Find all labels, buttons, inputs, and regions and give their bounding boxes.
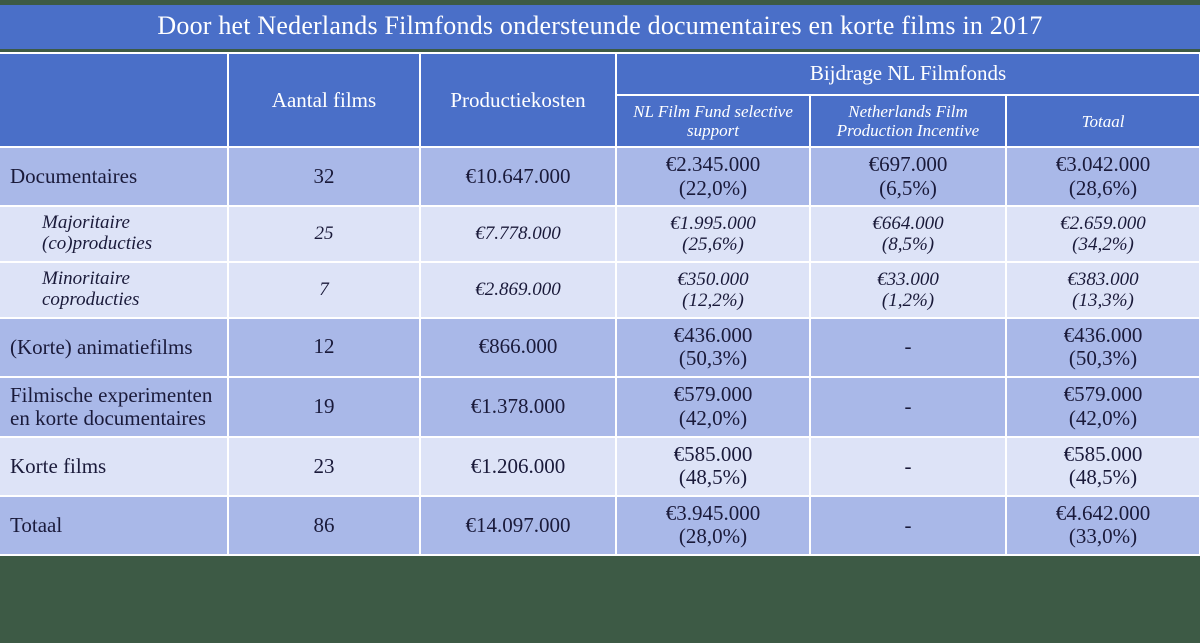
row-selective-2-percent: (12,2%) [682, 289, 744, 311]
page-title: Door het Nederlands Filmfonds ondersteunde documentaires en korte films in 2017 [0, 5, 1200, 49]
row-aantal-3 [228, 318, 420, 377]
row-totaal-1 [1006, 206, 1200, 262]
row-selective-5 [616, 437, 810, 496]
row-incentive-6-value: - [904, 512, 912, 537]
row-aantal-6 [228, 496, 420, 555]
row-selective-3-value: €436.000 [673, 322, 753, 347]
row-kosten-4-value: €1.378.000 [470, 394, 566, 419]
row-label-6-value: Totaal [10, 512, 63, 537]
row-label-6 [0, 496, 228, 555]
row-label-0 [0, 147, 228, 206]
row-selective-3 [616, 318, 810, 377]
table-row [0, 262, 1200, 318]
row-totaal-5-percent: (48,5%) [1068, 465, 1138, 490]
row-aantal-1-value: 25 [314, 223, 334, 245]
header-row-top [0, 53, 1200, 95]
row-totaal-1-percent: (34,2%) [1072, 233, 1134, 255]
row-label-5 [0, 437, 228, 496]
row-incentive-5-value: - [904, 453, 912, 478]
row-incentive-1-percent: (8,5%) [881, 233, 935, 255]
row-incentive-3 [810, 318, 1006, 377]
row-aantal-1 [228, 206, 420, 262]
table-row [0, 206, 1200, 262]
table-row [0, 496, 1200, 555]
row-aantal-2-value: 7 [319, 279, 329, 301]
header-productiekosten: Productiekosten [420, 53, 616, 147]
row-kosten-5 [420, 437, 616, 496]
row-kosten-0-value: €10.647.000 [465, 163, 571, 188]
header-aantal-films: Aantal films [228, 53, 420, 147]
row-totaal-5-value: €585.000 [1063, 441, 1143, 466]
table-body [0, 147, 1200, 555]
row-selective-1-percent: (25,6%) [682, 233, 744, 255]
row-incentive-1 [810, 206, 1006, 262]
row-totaal-3-value: €436.000 [1063, 322, 1143, 347]
row-selective-0-percent: (22,0%) [678, 175, 748, 200]
header-corner [0, 53, 228, 147]
row-label-2 [0, 262, 228, 318]
row-incentive-4 [810, 377, 1006, 437]
row-totaal-2-value: €383.000 [1067, 268, 1139, 290]
row-kosten-4 [420, 377, 616, 437]
row-selective-2-value: €350.000 [677, 268, 749, 290]
row-label-4-value: Filmische experimenten en korte documentaires [10, 382, 213, 430]
row-totaal-3-percent: (50,3%) [1068, 346, 1138, 371]
row-totaal-4-value: €579.000 [1063, 382, 1143, 407]
row-aantal-4-value: 19 [313, 394, 335, 419]
row-totaal-0-value: €3.042.000 [1055, 152, 1151, 177]
row-totaal-2-percent: (13,3%) [1072, 289, 1134, 311]
row-kosten-3 [420, 318, 616, 377]
row-selective-0 [616, 147, 810, 206]
row-selective-6-value: €3.945.000 [665, 500, 761, 525]
row-kosten-5-value: €1.206.000 [470, 453, 566, 478]
table-header [0, 53, 1200, 147]
row-incentive-1-value: €664.000 [872, 212, 944, 234]
row-kosten-1 [420, 206, 616, 262]
row-incentive-2 [810, 262, 1006, 318]
row-aantal-3-value: 12 [313, 334, 335, 359]
film-fund-table [0, 52, 1200, 556]
row-totaal-4 [1006, 377, 1200, 437]
row-selective-6 [616, 496, 810, 555]
row-totaal-5 [1006, 437, 1200, 496]
row-label-3-value: (Korte) animatiefilms [10, 334, 193, 359]
header-totaal: Totaal [1006, 95, 1200, 147]
row-aantal-5 [228, 437, 420, 496]
row-totaal-3 [1006, 318, 1200, 377]
row-selective-4-percent: (42,0%) [678, 405, 748, 430]
table-row [0, 147, 1200, 206]
row-selective-6-percent: (28,0%) [678, 524, 748, 549]
row-incentive-0 [810, 147, 1006, 206]
row-totaal-6-percent: (33,0%) [1068, 524, 1138, 549]
row-selective-5-value: €585.000 [673, 441, 753, 466]
row-incentive-0-value: €697.000 [868, 152, 948, 177]
row-label-2-value: Minoritaire coproducties [42, 267, 140, 310]
row-aantal-6-value: 86 [313, 512, 335, 537]
row-totaal-0 [1006, 147, 1200, 206]
row-totaal-6 [1006, 496, 1200, 555]
row-aantal-0-value: 32 [313, 163, 335, 188]
row-incentive-0-percent: (6,5%) [879, 175, 937, 200]
row-aantal-0 [228, 147, 420, 206]
row-totaal-4-percent: (42,0%) [1068, 405, 1138, 430]
row-totaal-0-percent: (28,6%) [1068, 175, 1138, 200]
row-selective-1 [616, 206, 810, 262]
row-aantal-5-value: 23 [313, 453, 335, 478]
row-kosten-6-value: €14.097.000 [465, 512, 571, 537]
row-incentive-6 [810, 496, 1006, 555]
row-kosten-0 [420, 147, 616, 206]
table-row [0, 377, 1200, 437]
row-incentive-2-value: €33.000 [877, 268, 939, 290]
row-selective-3-percent: (50,3%) [678, 346, 748, 371]
row-selective-5-percent: (48,5%) [678, 465, 748, 490]
header-selective-support: NL Film Fund selective support [616, 95, 810, 147]
row-kosten-6 [420, 496, 616, 555]
row-selective-4 [616, 377, 810, 437]
row-incentive-2-percent: (1,2%) [881, 289, 935, 311]
row-selective-1-value: €1.995.000 [670, 212, 756, 234]
row-kosten-2 [420, 262, 616, 318]
row-aantal-4 [228, 377, 420, 437]
row-label-5-value: Korte films [10, 453, 107, 478]
table-row [0, 318, 1200, 377]
row-totaal-2 [1006, 262, 1200, 318]
row-incentive-4-value: - [904, 394, 912, 419]
row-kosten-2-value: €2.869.000 [475, 279, 561, 301]
row-label-1 [0, 206, 228, 262]
row-kosten-3-value: €866.000 [478, 334, 558, 359]
table-row [0, 437, 1200, 496]
row-totaal-1-value: €2.659.000 [1060, 212, 1146, 234]
row-label-3 [0, 318, 228, 377]
row-incentive-3-value: - [904, 334, 912, 359]
header-group-bijdrage: Bijdrage NL Filmfonds [616, 53, 1200, 95]
row-label-4 [0, 377, 228, 437]
row-aantal-2 [228, 262, 420, 318]
row-selective-4-value: €579.000 [673, 382, 753, 407]
row-totaal-6-value: €4.642.000 [1055, 500, 1151, 525]
row-kosten-1-value: €7.778.000 [475, 223, 561, 245]
row-label-1-value: Majoritaire (co)producties [42, 212, 153, 254]
row-selective-2 [616, 262, 810, 318]
row-incentive-5 [810, 437, 1006, 496]
header-production-incentive: Netherlands Film Production Incentive [810, 95, 1006, 147]
row-label-0-value: Documentaires [10, 164, 138, 189]
row-selective-0-value: €2.345.000 [665, 152, 761, 177]
